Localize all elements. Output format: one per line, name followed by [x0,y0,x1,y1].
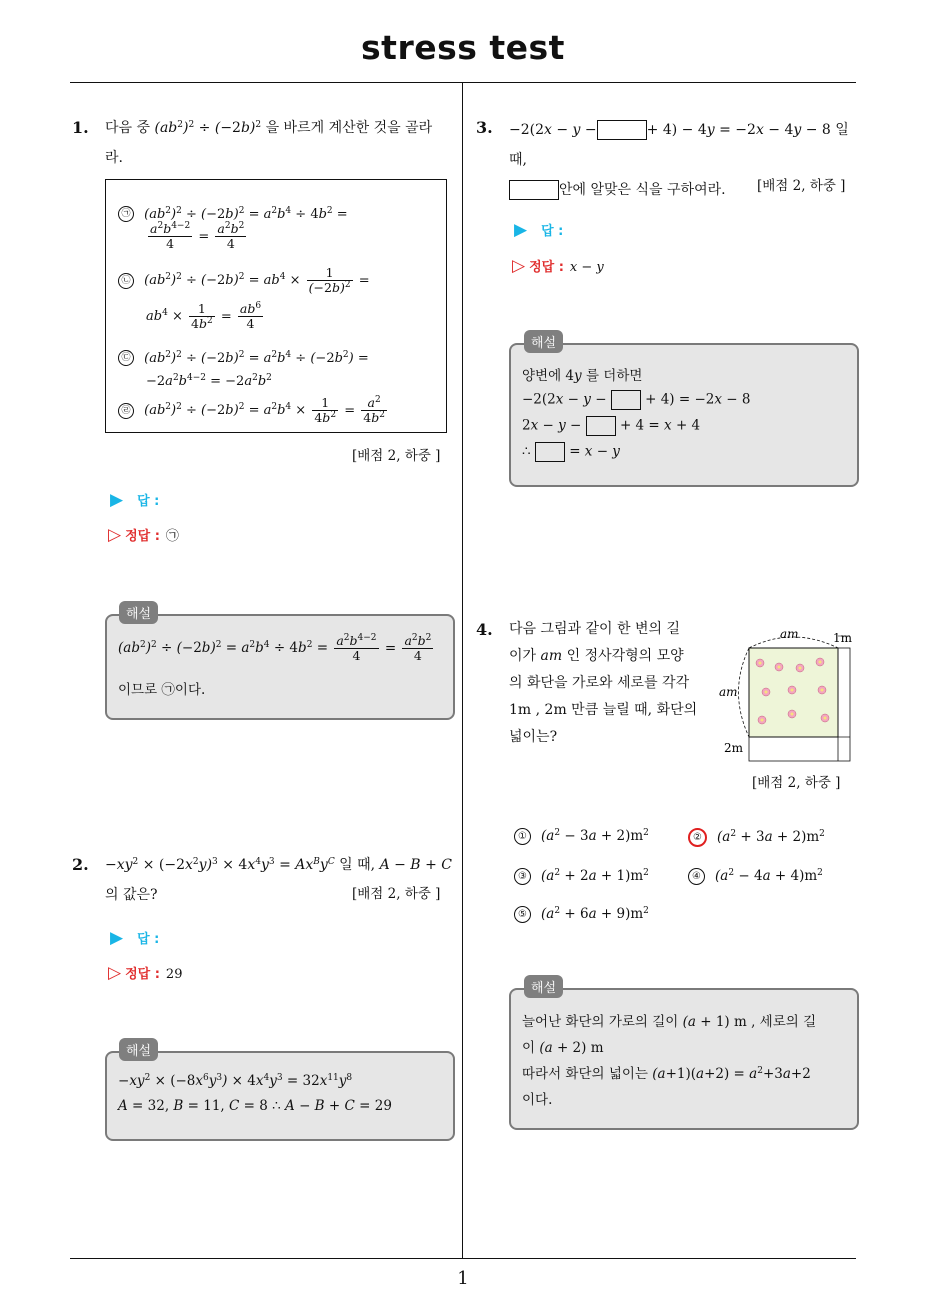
choice-1-marker: ① [514,828,531,845]
answer-arrow-icon: ▶ [110,490,124,510]
correct-arrow-icon: ▷ [108,525,122,545]
q1-option-c-cont: $-2a^2b^{4-2} = -2a^2b^2$ [146,373,272,389]
option-b-marker: ㉡ [118,273,134,289]
q4-number: 4. [476,620,493,639]
q4-text-l1: 다음 그림과 같이 한 변의 길 [509,621,681,637]
q3-expl-blank-3 [535,442,565,462]
q4-expl-text-1: 늘어난 화단의 가로의 길이 [522,1014,679,1030]
q3-expl-blank-1 [611,390,641,410]
q1-text-line2: 라. [105,150,123,166]
q2-correct-value: 29 [165,967,183,982]
q1-explanation-tab: 해설 [119,601,158,624]
q4-text-l3: 의 화단을 가로와 세로를 각각 [509,675,690,691]
q3-points: [배점 2, 하중 ] [757,178,846,194]
option-a-marker: ㉠ [118,206,134,222]
q3-blank-box[interactable] [597,120,647,140]
q4-text-l2-var: am [540,648,563,664]
correct-label: 정답 : [529,260,564,275]
q2-text-mid: 일 때, [339,857,376,873]
fig-label-bottom-left: 2m [724,741,744,755]
q4-expl-text-3: 따라서 화단의 넓이는 [522,1066,648,1082]
correct-arrow-icon: ▷ [108,963,122,983]
q4-explanation-line1: 늘어난 화단의 가로의 길이 (a + 1) m , 세로의 길 [522,1014,817,1030]
answer-arrow-icon: ▶ [110,928,124,948]
q4-choice-2[interactable]: ② $(a^2 + 3a + 2)m^2$ [688,828,825,847]
q3-explanation-tab: 해설 [524,330,563,353]
q1-option-a: ㉠ $(ab^2)^2 \div (-2b)^2 = a^2b^4 \div 4b^2$ = [118,206,348,222]
option-d-marker: ㉣ [118,403,134,419]
column-divider [462,82,463,1259]
q2-text: $-xy^2 \times (-2x^2y)^3 \times 4x^4y^3 = Ax^By^C$ 일 때, A − B + C 의 값은? [105,857,452,903]
q1-correct-value: ㉠ [165,529,179,544]
fig-label-right-top: 1m [833,631,853,645]
q3-number: 3. [476,118,493,137]
q4-text-l2a: 이가 [509,648,537,664]
q2-explanation-line2: A = 32, B = 11, C = 8 ∴ A − B + C = 29 [118,1098,392,1114]
q1-option-b-cont: $ab^4$ × $\frac{1}{4b^2}$ = $\frac{ab^6}{4}$ [146,301,262,332]
q4-text-l5: 넓이는? [509,729,558,745]
fig-label-top: am [780,627,799,641]
q3-expl-text-1: 양변에 [522,368,562,384]
answer-label: 답 : [137,932,160,947]
answer-label: 답 : [137,494,160,509]
q1-option-c: ㉢ $(ab^2)^2 \div (-2b)^2 = a^2b^4 \div (-2b^2)$ = [118,350,369,366]
q4-explanation-tab: 해설 [524,975,563,998]
q4-garden-figure [718,622,858,767]
q1-text-pre: 다음 중 [105,120,151,136]
q4-choice-5[interactable]: ⑤ $(a^2 + 6a + 9)m^2$ [514,906,649,923]
q1-option-d: ㉣ $(ab^2)^2 \div (-2b)^2 = a^2b^4$ × $\frac{1}{4b^2}$ = $\frac{a^2}{4b^2}$ [118,396,389,426]
q3-expl-text-1b: 를 더하면 [585,368,643,384]
q2-points: [배점 2, 하중 ] [352,886,441,902]
q4-choice-3[interactable]: ③ $(a^2 + 2a + 1)m^2$ [514,868,649,885]
q4-text [509,616,709,751]
answer-arrow-icon: ▶ [514,220,528,240]
q3-explanation-line2: −2(2x − y − + 4) = −2x − 8 [522,390,750,410]
q1-text: 다음 중 $(ab^2)^2 \div (-2b)^2$ 을 바르게 계산한 것을 골라 라. [105,120,433,166]
q3-expl-blank-2 [586,416,616,436]
q1-text-post: 을 바르게 계산한 것을 골라 [265,120,433,136]
q1-explanation-line2: 이므로 ㉠이다. [118,682,206,698]
q4-explanation-line2: 이 (a + 2) m [522,1040,604,1056]
q2-correct-row [108,963,182,983]
page-number: 1 [457,1268,469,1289]
q3-explanation-line1: 양변에 4y 를 더하면 [522,368,643,384]
option-c-marker: ㉢ [118,350,134,366]
q3-answer-row[interactable] [514,220,563,240]
q4-explanation-line4: 이다. [522,1092,553,1108]
q3-text-line2: 안에 알맞은 식을 구하여라. [559,182,726,198]
page-title: stress test [361,28,565,67]
q1-number: 1. [72,118,89,137]
choice-4-marker: ④ [688,868,705,885]
answer-label: 답 : [541,224,564,239]
q3-text: −2(2x − y − + 4) − 4y = −2x − 4y − 8 일 때, 안에 알맞은 식을 구하여라. [509,122,849,198]
correct-label: 정답 : [125,529,160,544]
q4-choice-4[interactable]: ④ $(a^2 - 4a + 4)m^2$ [688,868,823,885]
choice-2-marker-selected: ② [688,828,707,847]
header-rule [70,82,856,83]
q4-expl-text-1b: , 세로의 길 [751,1014,817,1030]
q1-correct-row [108,525,179,545]
q1-option-b: ㉡ $(ab^2)^2 \div (-2b)^2 = ab^4$ × $\frac{1}{(-2b)^2}$ = [118,266,370,296]
q4-points: [배점 2, 하중 ] [752,775,841,791]
q3-correct-row [512,256,604,276]
q4-explanation-line3: 따라서 화단의 넓이는 $(a+1)(a+2) = a^2+3a+2$ [522,1066,811,1082]
q2-explanation-line1: $-xy^2 \times (-8x^6y^3) \times 4x^4y^3 = 32x^{11}y^8$ [118,1073,353,1089]
q2-explanation-box [105,1051,455,1141]
choice-3-marker: ③ [514,868,531,885]
fig-label-left: am [719,685,738,699]
choice-5-marker: ⑤ [514,906,531,923]
correct-arrow-icon: ▷ [512,256,526,276]
q1-points: [배점 2, 하중 ] [352,448,441,464]
footer-rule [70,1258,856,1259]
q2-answer-row[interactable] [110,928,159,948]
q3-explanation-line3: 2x − y − + 4 = x + 4 [522,416,700,436]
q1-explanation-box [105,614,455,720]
q3-correct-value: x − y [569,260,604,275]
correct-label: 정답 : [125,967,160,982]
q4-text-l2b: 인 정사각형의 모양 [566,648,684,664]
q3-explanation-line4: ∴ = x − y [522,442,620,462]
q3-blank-box-2[interactable] [509,180,559,200]
q2-text-line2: 의 값은? [105,887,158,903]
q1-answer-row[interactable] [110,490,159,510]
q1-option-a-cont: $\frac{a^2b^{4-2}}{4}$ = $\frac{a^2b^2}{4}$ [150,221,245,252]
q3-text-mid: 일 때, [509,122,849,168]
q4-text-l4: 1m , 2m 만큼 늘릴 때, 화단의 [509,702,698,718]
q2-explanation-tab: 해설 [119,1038,158,1061]
q1-explanation-line1: $(ab^2)^2 \div (-2b)^2 = a^2b^4 \div 4b^2$ = $\frac{a^2b^{4-2}}{4}$ = $\frac{a^2b^2}{4}$ [118,633,432,664]
q4-choice-1[interactable]: ① $(a^2 - 3a + 2)m^2$ [514,828,649,845]
q4-expl-text-2: 이 [522,1040,536,1056]
q2-number: 2. [72,855,89,874]
